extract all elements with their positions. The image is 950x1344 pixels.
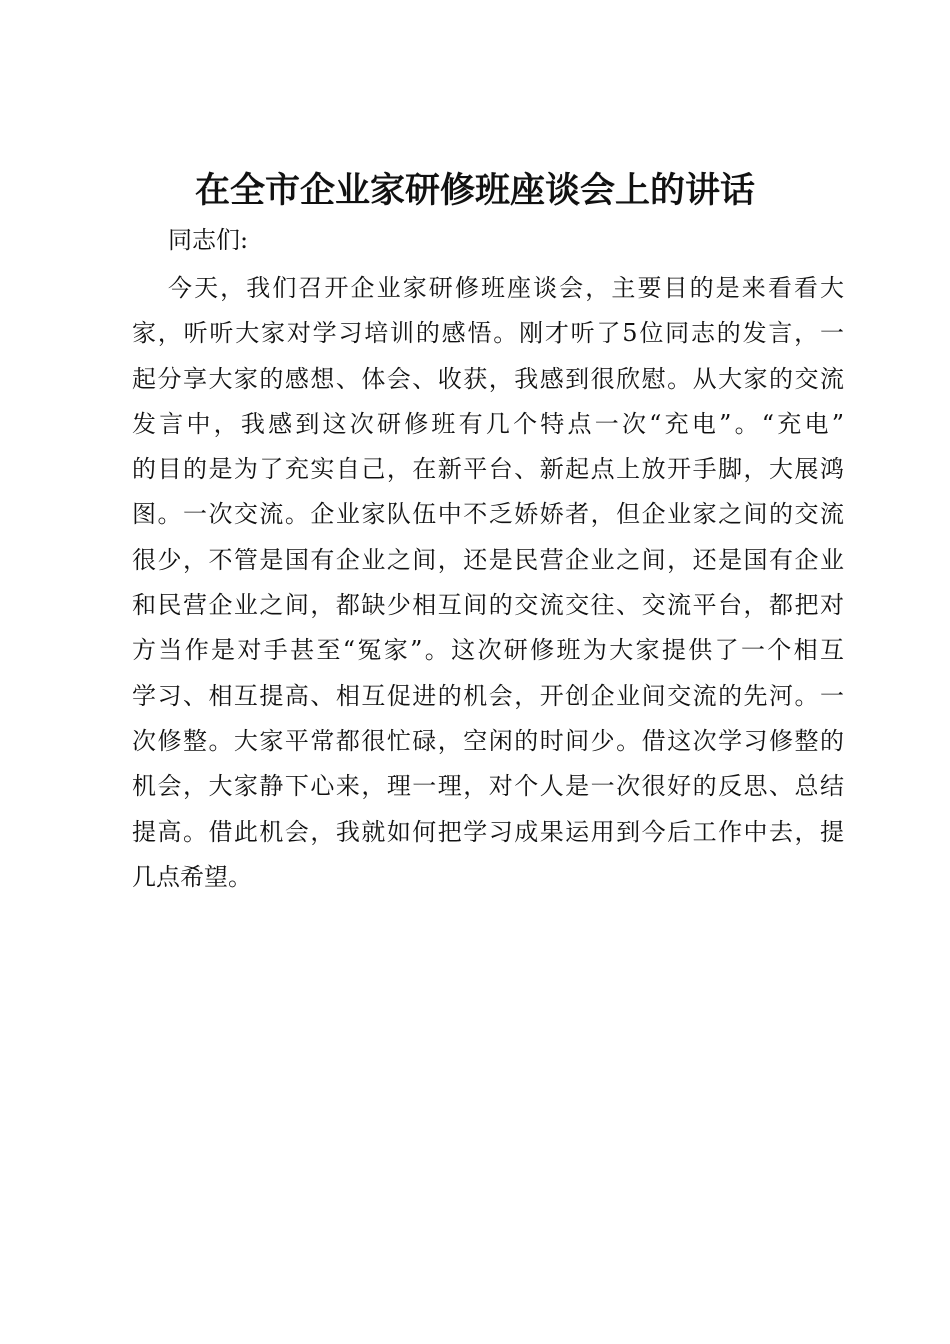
salutation: 同志们: xyxy=(168,226,249,254)
paragraph-line: 起分享大家的感想、体会、收获，我感到很欣慰。从大家的交流 xyxy=(132,364,844,393)
paragraph-line: 方当作是对手甚至“冤家”。这次研修班为大家提供了一个相互 xyxy=(132,636,844,665)
paragraph-line: 图。一次交流。企业家队伍中不乏娇娇者，但企业家之间的交流 xyxy=(132,500,844,529)
paragraph-line: 发言中，我感到这次研修班有几个特点一次“充电”。“充电” xyxy=(132,409,844,438)
paragraph-line: 次修整。大家平常都很忙碌，空闲的时间少。借这次学习修整的 xyxy=(132,726,844,755)
paragraph-line: 提高。借此机会，我就如何把学习成果运用到今后工作中去，提 xyxy=(132,817,844,846)
paragraph-line: 的目的是为了充实自己，在新平台、新起点上放开手脚，大展鸿 xyxy=(132,455,844,484)
document-title: 在全市企业家研修班座谈会上的讲话 xyxy=(194,170,755,211)
paragraph-line: 几点希望。 xyxy=(132,862,252,891)
paragraph-line: 今天，我们召开企业家研修班座谈会，主要目的是来看看大 xyxy=(168,274,844,302)
paragraph-line: 很少，不管是国有企业之间，还是民营企业之间，还是国有企业 xyxy=(132,545,844,574)
body-paragraph xyxy=(132,266,844,900)
paragraph-line: 和民营企业之间，都缺少相互间的交流交往、交流平台，都把对 xyxy=(132,591,844,620)
paragraph-line: 机会，大家静下心来，理一理，对个人是一次很好的反思、总结 xyxy=(132,772,844,801)
paragraph-line: 学习、相互提高、相互促进的机会，开创企业间交流的先河。一 xyxy=(132,681,844,710)
paragraph-line: 家，听听大家对学习培训的感悟。刚才听了5位同志的发言，一 xyxy=(132,319,844,348)
